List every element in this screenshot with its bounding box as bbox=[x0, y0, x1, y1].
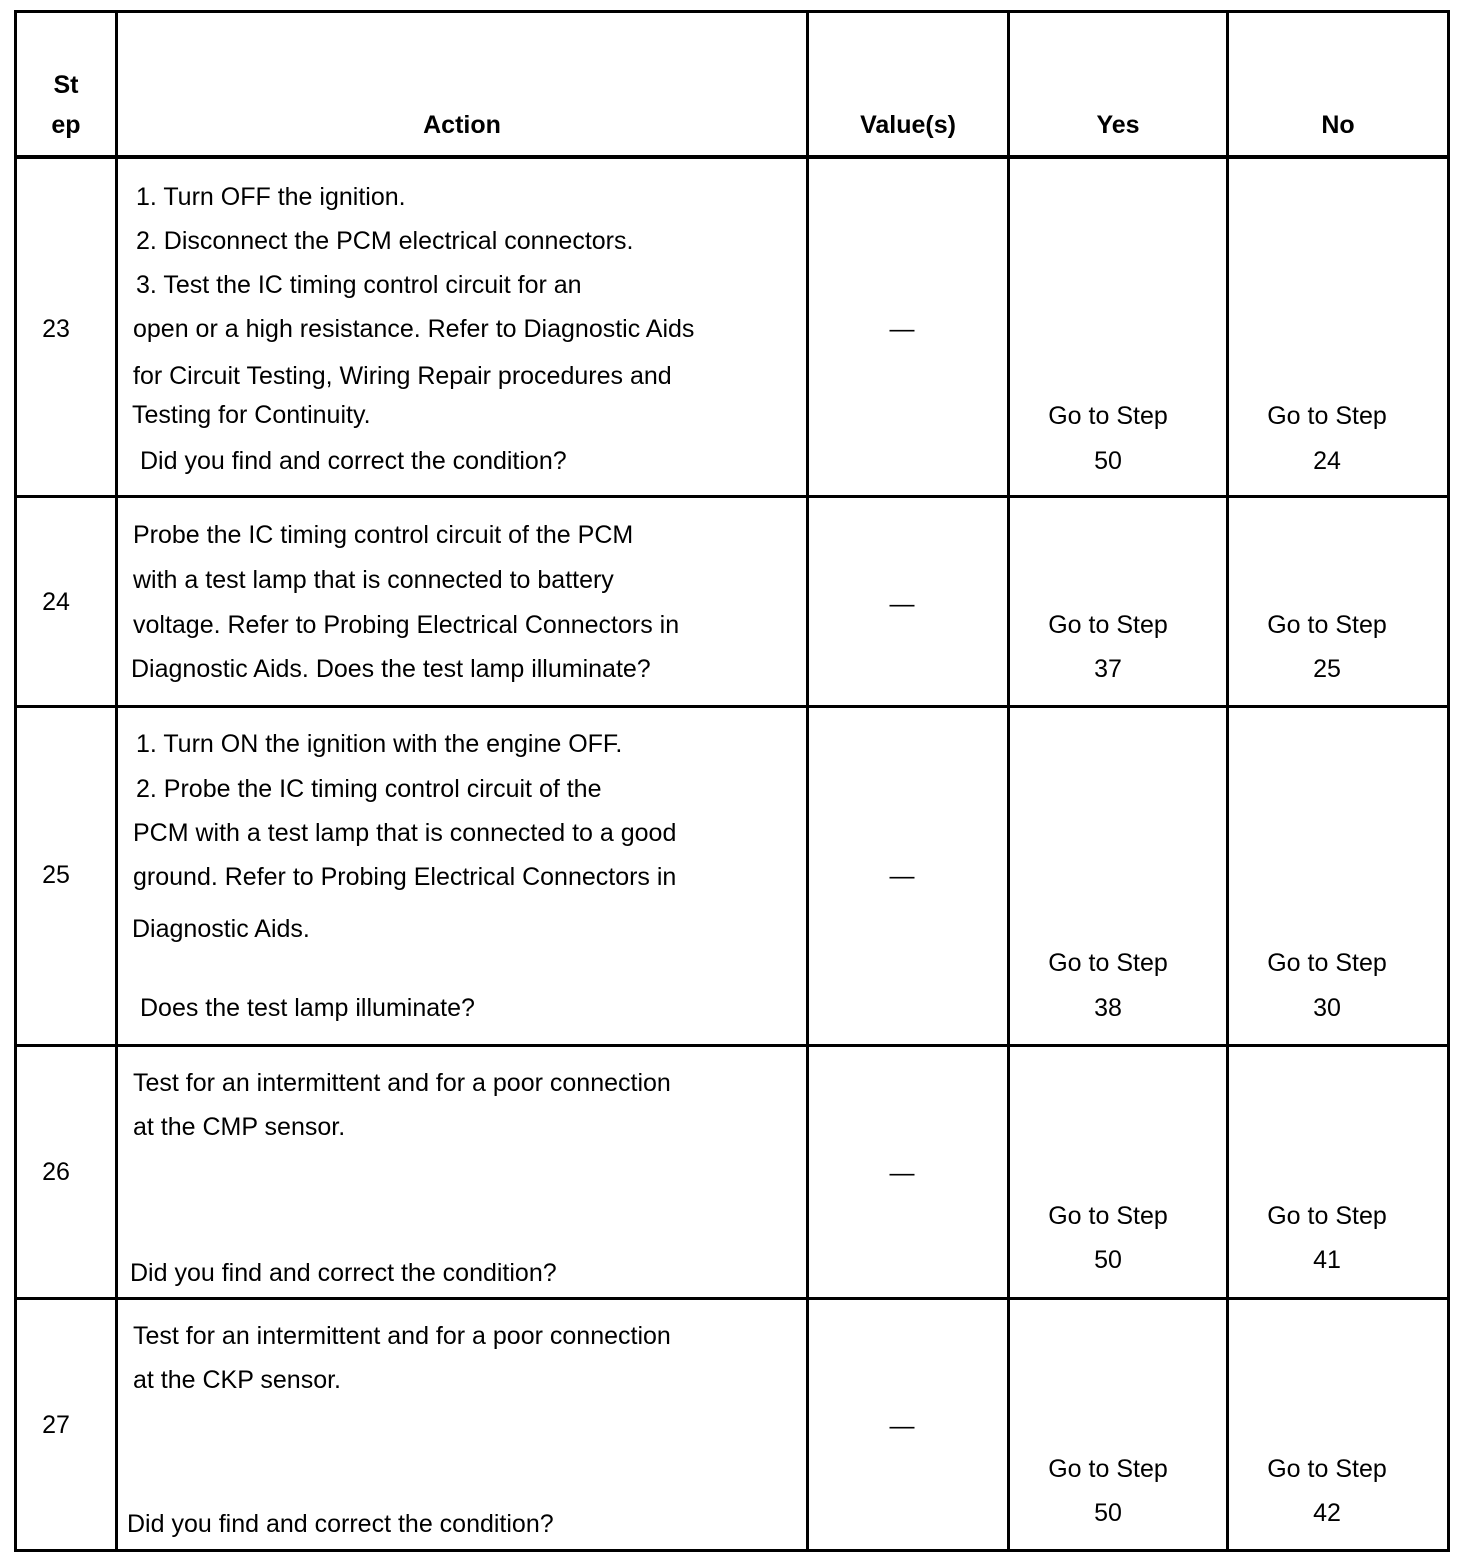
step-number: 25 bbox=[42, 861, 70, 889]
step-number: 27 bbox=[42, 1411, 70, 1439]
yes-step-number: 37 bbox=[1094, 655, 1122, 683]
step-number: 26 bbox=[42, 1158, 70, 1186]
action-line: for Circuit Testing, Wiring Repair procedures and bbox=[133, 362, 672, 390]
action-line: Test for an intermittent and for a poor connection bbox=[133, 1069, 671, 1097]
value-cell: — bbox=[889, 862, 915, 890]
action-line: at the CKP sensor. bbox=[133, 1366, 341, 1394]
no-step-number: 25 bbox=[1313, 655, 1341, 683]
action-line: at the CMP sensor. bbox=[133, 1113, 346, 1141]
action-line: with a test lamp that is connected to battery bbox=[133, 566, 614, 594]
no-step-number: 42 bbox=[1313, 1499, 1341, 1527]
action-line: voltage. Refer to Probing Electrical Connectors in bbox=[133, 611, 680, 639]
action-line: 2. Disconnect the PCM electrical connectors. bbox=[136, 227, 634, 255]
no-go-to-label: Go to Step bbox=[1267, 1202, 1387, 1230]
action-line: 1. Turn ON the ignition with the engine OFF. bbox=[136, 730, 623, 758]
row-divider bbox=[14, 1297, 1450, 1300]
action-line: Test for an intermittent and for a poor connection bbox=[133, 1322, 671, 1350]
table-border-left bbox=[14, 10, 17, 1552]
yes-step-number: 50 bbox=[1094, 1246, 1122, 1274]
column-divider bbox=[1226, 10, 1229, 1552]
action-line: Diagnostic Aids. Does the test lamp illuminate? bbox=[131, 655, 651, 683]
action-line: Did you find and correct the condition? bbox=[130, 1259, 557, 1287]
value-cell: — bbox=[889, 1159, 915, 1187]
value-cell: — bbox=[889, 1412, 915, 1440]
header-no: No bbox=[1321, 111, 1355, 139]
action-line: Probe the IC timing control circuit of the PCM bbox=[133, 521, 634, 549]
action-line: Did you find and correct the condition? bbox=[140, 447, 567, 475]
action-line: Did you find and correct the condition? bbox=[127, 1510, 554, 1538]
yes-go-to-label: Go to Step bbox=[1048, 1455, 1168, 1483]
step-number: 23 bbox=[42, 315, 70, 343]
yes-go-to-label: Go to Step bbox=[1048, 611, 1168, 639]
no-step-number: 41 bbox=[1313, 1246, 1341, 1274]
value-cell: — bbox=[889, 315, 915, 343]
action-line: Testing for Continuity. bbox=[132, 401, 371, 429]
table-border-bottom bbox=[14, 1549, 1450, 1552]
action-line: Does the test lamp illuminate? bbox=[140, 994, 475, 1022]
value-cell: — bbox=[889, 590, 915, 618]
no-go-to-label: Go to Step bbox=[1267, 611, 1387, 639]
row-divider bbox=[14, 495, 1450, 498]
action-line: open or a high resistance. Refer to Diagnostic Aids bbox=[133, 315, 695, 343]
yes-step-number: 50 bbox=[1094, 1499, 1122, 1527]
header-step-line1: St bbox=[53, 71, 79, 99]
action-line: 2. Probe the IC timing control circuit of the bbox=[136, 775, 602, 803]
column-divider bbox=[806, 10, 809, 1552]
action-line: ground. Refer to Probing Electrical Connectors in bbox=[133, 863, 677, 891]
step-number: 24 bbox=[42, 588, 70, 616]
no-go-to-label: Go to Step bbox=[1267, 949, 1387, 977]
row-divider bbox=[14, 705, 1450, 708]
no-go-to-label: Go to Step bbox=[1267, 402, 1387, 430]
header-step-line2: ep bbox=[51, 111, 81, 139]
table-header-divider bbox=[14, 155, 1450, 159]
column-divider bbox=[1007, 10, 1010, 1552]
action-line: Diagnostic Aids. bbox=[132, 915, 310, 943]
header-yes: Yes bbox=[1096, 111, 1140, 139]
table-border-top bbox=[14, 10, 1450, 13]
yes-go-to-label: Go to Step bbox=[1048, 1202, 1168, 1230]
no-go-to-label: Go to Step bbox=[1267, 1455, 1387, 1483]
action-line: 1. Turn OFF the ignition. bbox=[136, 183, 406, 211]
action-line: 3. Test the IC timing control circuit for an bbox=[136, 271, 582, 299]
header-action: Action bbox=[423, 111, 501, 139]
no-step-number: 30 bbox=[1313, 994, 1341, 1022]
yes-go-to-label: Go to Step bbox=[1048, 949, 1168, 977]
row-divider bbox=[14, 1044, 1450, 1047]
yes-step-number: 50 bbox=[1094, 447, 1122, 475]
yes-step-number: 38 bbox=[1094, 994, 1122, 1022]
yes-go-to-label: Go to Step bbox=[1048, 402, 1168, 430]
table-border-right bbox=[1447, 10, 1450, 1552]
header-values: Value(s) bbox=[860, 111, 956, 139]
no-step-number: 24 bbox=[1313, 447, 1341, 475]
action-line: PCM with a test lamp that is connected to a good bbox=[133, 819, 677, 847]
column-divider bbox=[115, 10, 118, 1552]
